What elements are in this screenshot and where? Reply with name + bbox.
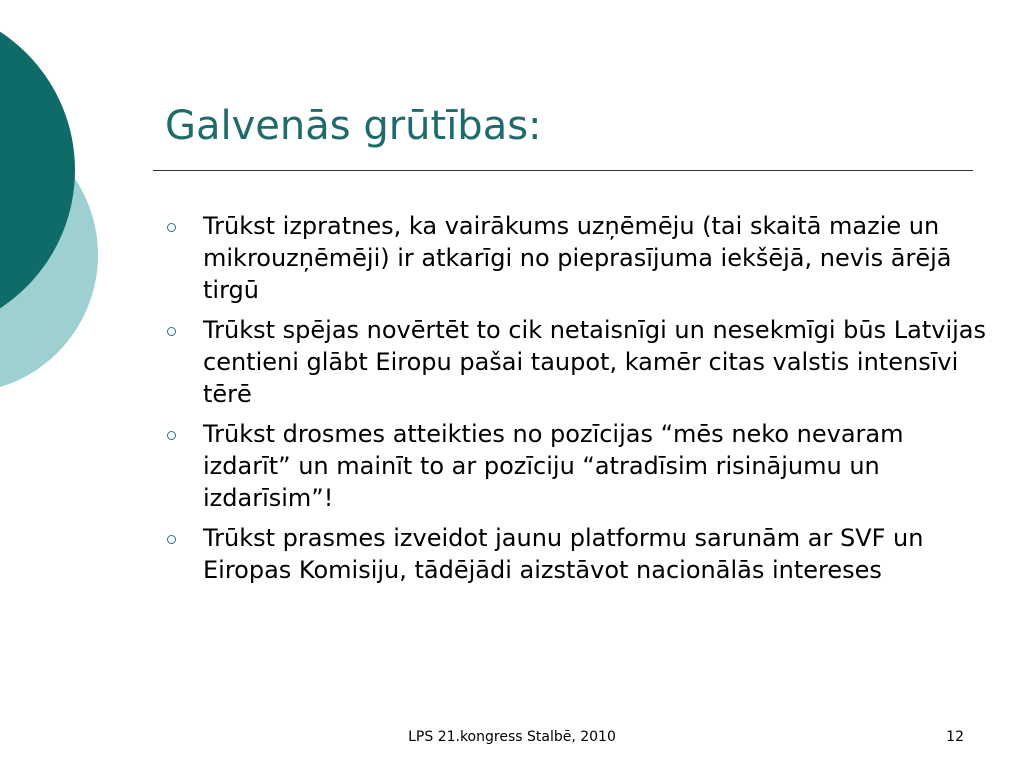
- bullet-text: Trūkst prasmes izveidot jaunu platformu sarunām ar SVF un Eiropas Komisiju, tādējādi aizstāvot nacionālās intereses: [203, 524, 924, 584]
- bullet-text: Trūkst drosmes atteikties no pozīcijas “mēs neko nevaram izdarīt” un mainīt to ar pozīciju “atradīsim risinājumu un izdarīsim”!: [203, 420, 904, 512]
- circle-bullet-icon: [167, 535, 176, 544]
- title-divider: [153, 170, 973, 171]
- bullet-text: Trūkst spējas novērtēt to cik netaisnīgi un nesekmīgi būs Latvijas centieni glābt Eiropu pašai taupot, kamēr citas valstis intensīvi tērē: [203, 316, 986, 408]
- slide-title: Galvenās grūtības:: [165, 103, 542, 149]
- decorative-circles: [0, 0, 110, 420]
- bullet-item-1: [160, 210, 990, 306]
- circle-bullet-icon: [167, 223, 176, 232]
- circle-bullet-icon: [167, 327, 176, 336]
- bullet-item-2: [160, 314, 990, 410]
- bullet-item-3: [160, 418, 990, 514]
- circle-bullet-icon: [167, 431, 176, 440]
- bullet-list: [160, 210, 990, 594]
- slide-footer: LPS 21.kongress Stalbē, 2010: [408, 729, 616, 745]
- bullet-item-4: [160, 522, 990, 586]
- bullet-text: Trūkst izpratnes, ka vairākums uzņēmēju (tai skaitā mazie un mikrouzņēmēji) ir atkarīgi no pieprasījuma iekšējā, nevis ārējā tirgū: [203, 212, 952, 304]
- page-number: 12: [946, 729, 964, 745]
